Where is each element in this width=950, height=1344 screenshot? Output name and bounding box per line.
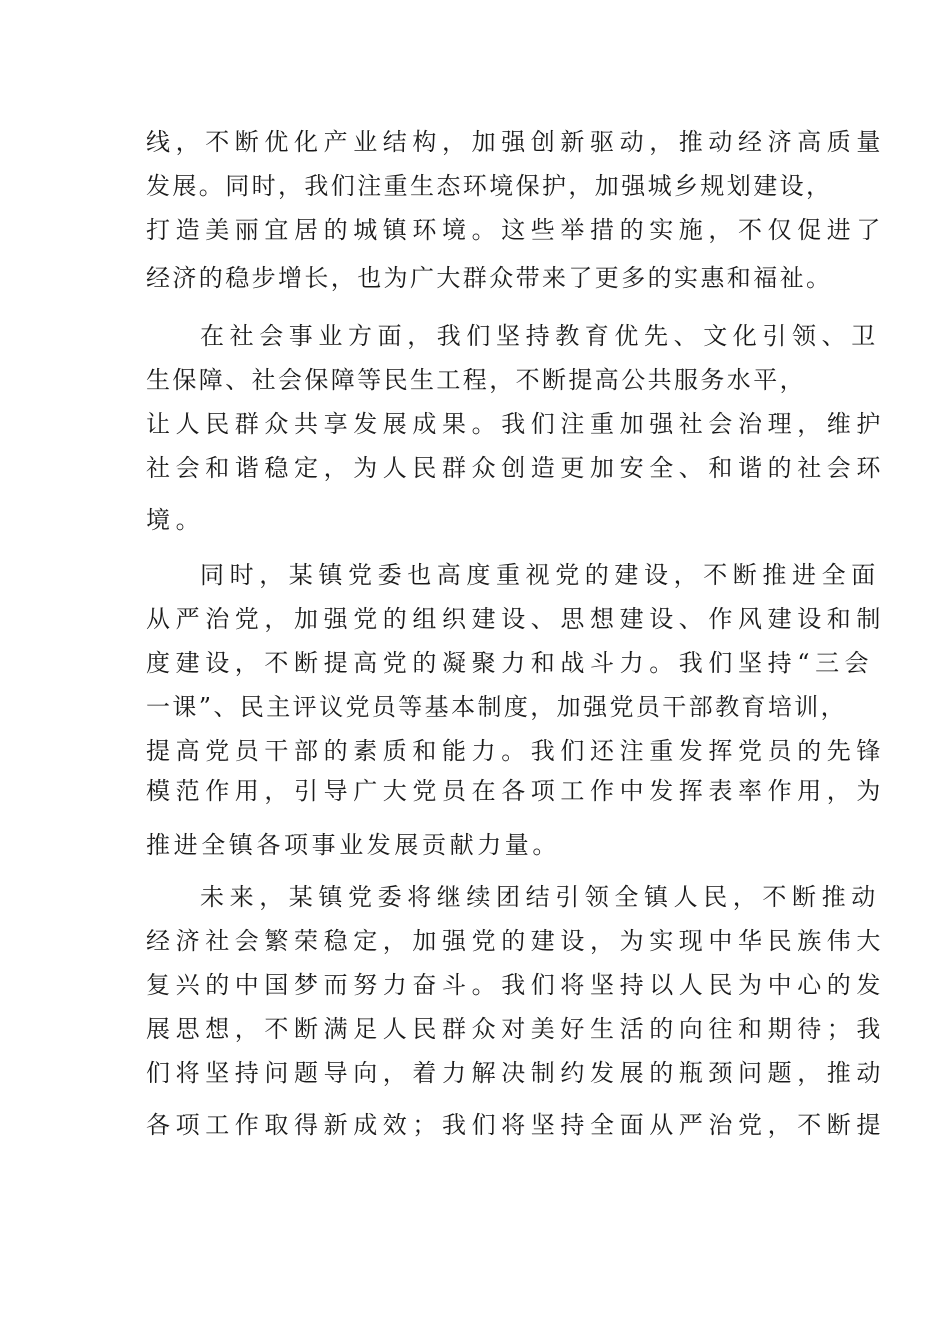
paragraph-3-line-5: 提高党员干部的素质和能力。我们还注重发挥党员的先锋 bbox=[146, 737, 886, 765]
paragraph-3-line-4: 一课”、民主评议党员等基本制度，加强党员干部教育培训， bbox=[146, 693, 848, 721]
paragraph-1-line-4: 经济的稳步增长，也为广大群众带来了更多的实惠和福祉。 bbox=[146, 264, 833, 292]
paragraph-4-line-6: 各项工作取得新成效；我们将坚持全面从严治党，不断提 bbox=[146, 1111, 886, 1139]
paragraph-2-line-1: 在社会事业方面，我们坚持教育优先、文化引领、卫 bbox=[200, 322, 881, 350]
paragraph-4-line-3: 复兴的中国梦而努力奋斗。我们将坚持以人民为中心的发 bbox=[146, 971, 886, 999]
paragraph-3-line-3: 度建设，不断提高党的凝聚力和战斗力。我们坚持“三会 bbox=[146, 649, 875, 677]
paragraph-4-line-5: 们将坚持问题导向，着力解决制约发展的瓶颈问题，推动 bbox=[146, 1059, 886, 1087]
paragraph-3-line-7: 推进全镇各项事业发展贡献力量。 bbox=[146, 831, 560, 859]
paragraph-3-line-1: 同时，某镇党委也高度重视党的建设，不断推进全面 bbox=[200, 561, 881, 589]
paragraph-4-line-1: 未来，某镇党委将继续团结引领全镇人民，不断推动 bbox=[200, 883, 881, 911]
paragraph-4-line-2: 经济社会繁荣稳定，加强党的建设，为实现中华民族伟大 bbox=[146, 927, 886, 955]
paragraph-3-line-2: 从严治党，加强党的组织建设、思想建设、作风建设和制 bbox=[146, 605, 886, 633]
paragraph-2-line-2: 生保障、社会保障等民生工程，不断提高公共服务水平， bbox=[146, 366, 806, 394]
paragraph-3-line-6: 模范作用，引导广大党员在各项工作中发挥表率作用，为 bbox=[146, 777, 886, 805]
paragraph-2-line-3: 让人民群众共享发展成果。我们注重加强社会治理，维护 bbox=[146, 410, 886, 438]
paragraph-1-line-3: 打造美丽宜居的城镇环境。这些举措的实施，不仅促进了 bbox=[146, 216, 886, 244]
paragraph-4-line-4: 展思想，不断满足人民群众对美好生活的向往和期待；我 bbox=[146, 1015, 886, 1043]
paragraph-1-line-2: 发展。同时，我们注重生态环境保护，加强城乡规划建设， bbox=[146, 172, 833, 200]
paragraph-2-line-4: 社会和谐稳定，为人民群众创造更加安全、和谐的社会环 bbox=[146, 454, 886, 482]
paragraph-1-line-1: 线，不断优化产业结构，加强创新驱动，推动经济高质量 bbox=[146, 128, 886, 156]
paragraph-2-line-5: 境。 bbox=[146, 506, 206, 534]
